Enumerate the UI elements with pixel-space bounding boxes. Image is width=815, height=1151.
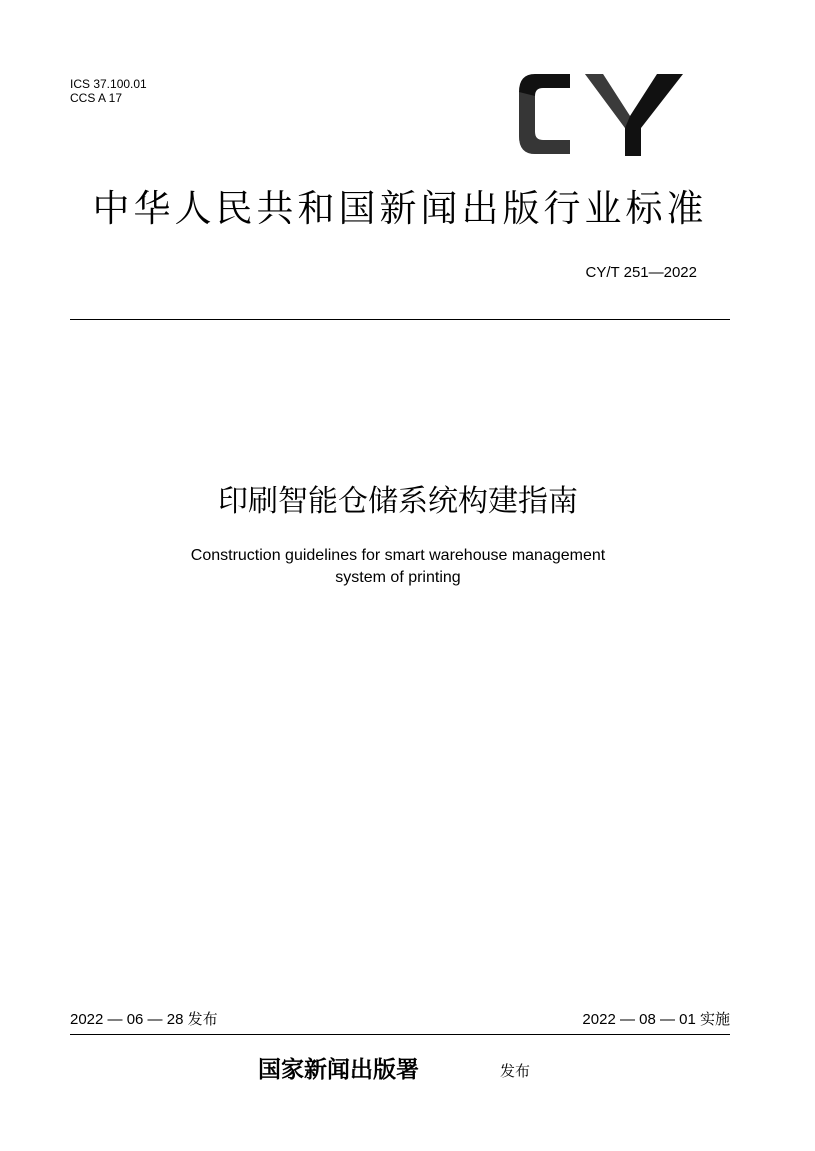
ccs-code: CCS A 17	[70, 91, 123, 105]
document-title-en-line1: Construction guidelines for smart warehouse management	[190, 547, 606, 564]
document-title-zh: 印刷智能仓储系统构建指南	[218, 484, 578, 519]
classification-block	[70, 77, 147, 105]
issuing-action: 发布	[500, 1062, 531, 1080]
cy-logo-icon	[515, 70, 685, 160]
document-title-en	[0, 545, 796, 589]
bottom-divider	[70, 1034, 730, 1035]
ics-code: ICS 37.100.01	[70, 77, 147, 91]
standard-code: CY/T 251—2022	[585, 264, 697, 281]
issue-date: 2022 — 06 — 28 发布	[70, 1011, 218, 1028]
issuing-authority: 国家新闻出版署	[258, 1056, 419, 1083]
top-divider	[70, 319, 730, 320]
document-title-en-line2: system of printing	[335, 569, 461, 586]
implementation-date: 2022 — 08 — 01 实施	[582, 1011, 730, 1028]
industry-standard-title: 中华人民共和国新闻出版行业标准	[92, 187, 708, 230]
